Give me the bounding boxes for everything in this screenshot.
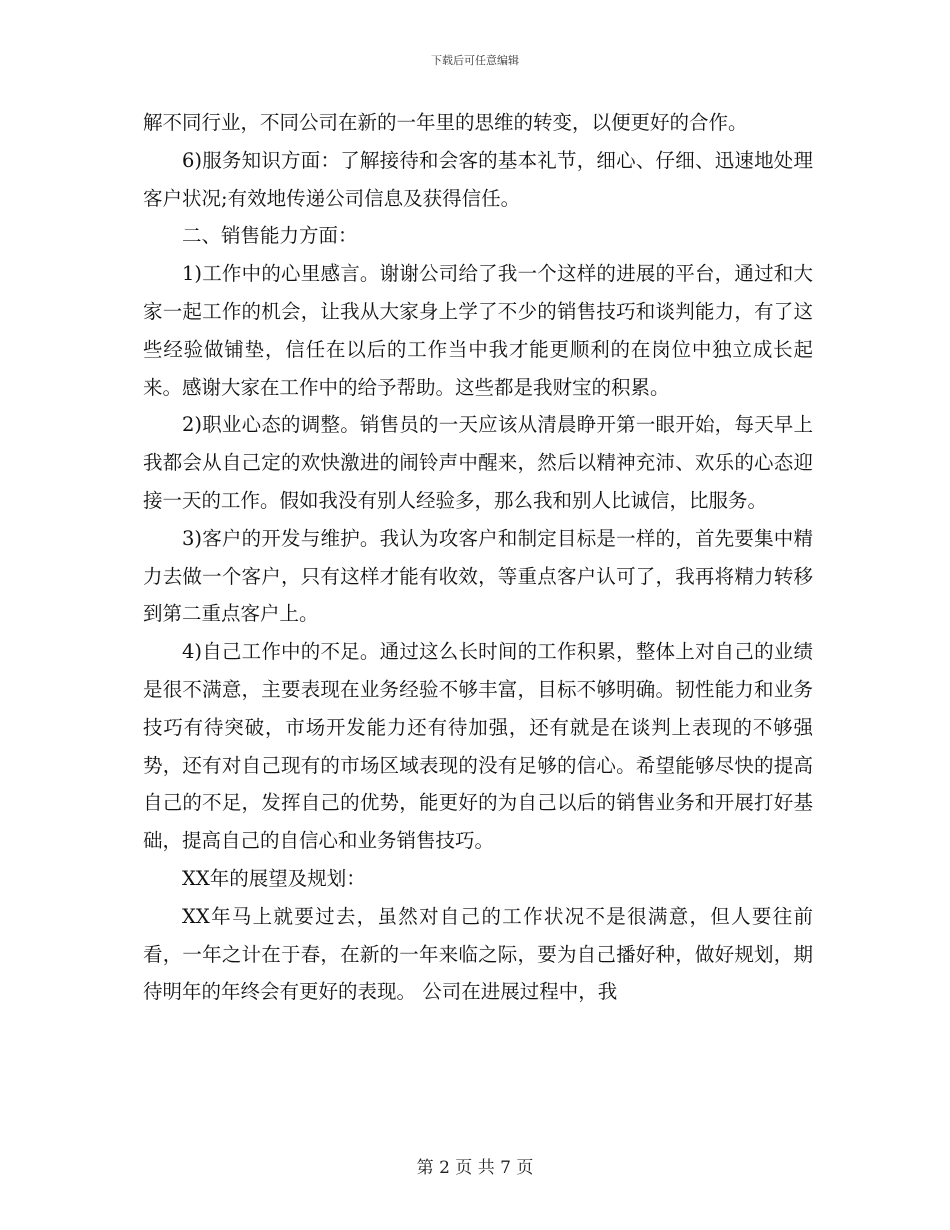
- paragraph-client-development: 3)客户的开发与维护。我认为攻客户和制定目标是一样的，首先要集中精力去做一个客户，只有这样才能有收效，等重点客户认可了，我再将精力转移到第二重点客户上。: [143, 526, 813, 626]
- section-heading-sales-ability: 二、销售能力方面：: [182, 224, 358, 248]
- paragraph-continuation: 解不同行业，不同公司在新的一年里的思维的转变，以便更好的合作。: [143, 111, 748, 134]
- paragraph-outlook: XX年马上就要过去，虽然对自己的工作状况不是很满意，但人要往前看，一年之计在于春，在新的一年来临之际，要为自己播好种，做好规划，期待明年的年终会有更好的表现。 公司在进展过程中，我: [143, 904, 813, 1004]
- paragraph-service-knowledge: 6)服务知识方面：了解接待和会客的基本礼节，细心、仔细、迅速地处理客户状况;有效地传递公司信息及获得信任。: [143, 148, 813, 210]
- page-number: 第 2 页 共 7 页: [416, 1158, 534, 1178]
- paragraph-work-reflections: 1)工作中的心里感言。谢谢公司给了我一个这样的进展的平台，通过和大家一起工作的机会，让我从大家身上学了不少的销售技巧和谈判能力，有了这些经验做铺垫，信任在以后的工作当中我才能更顺利的在岗位中独立成长起来。感谢大家在工作中的给予帮助。这些都是我财宝的积累。: [143, 262, 813, 399]
- page-header: 下载后可任意编辑: [431, 54, 519, 67]
- document-body: [143, 104, 813, 1011]
- paragraph-mindset-adjustment: 2)职业心态的调整。销售员的一天应该从清晨睁开第一眼开始，每天早上我都会从自己定的欢快激进的闹铃声中醒来，然后以精神充沛、欢乐的心态迎接一天的工作。假如我没有别人经验多，那么我和别人比诚信，比服务。: [143, 413, 813, 512]
- paragraph-shortcomings: 4)自己工作中的不足。通过这么长时间的工作积累，整体上对自己的业绩是很不满意，主要表现在业务经验不够丰富，目标不够明确。韧性能力和业务技巧有待突破，市场开发能力还有待加强，还有就是在谈判上表现的不够强势，还有对自己现有的市场区域表现的没有足够的信心。希望能够尽快的提高自己的不足，发挥自己的优势，能更好的为自己以后的销售业务和开展打好基础，提高自己的自信心和业务销售技巧。: [143, 640, 813, 853]
- section-heading-outlook: XX年的展望及规划：: [182, 866, 366, 890]
